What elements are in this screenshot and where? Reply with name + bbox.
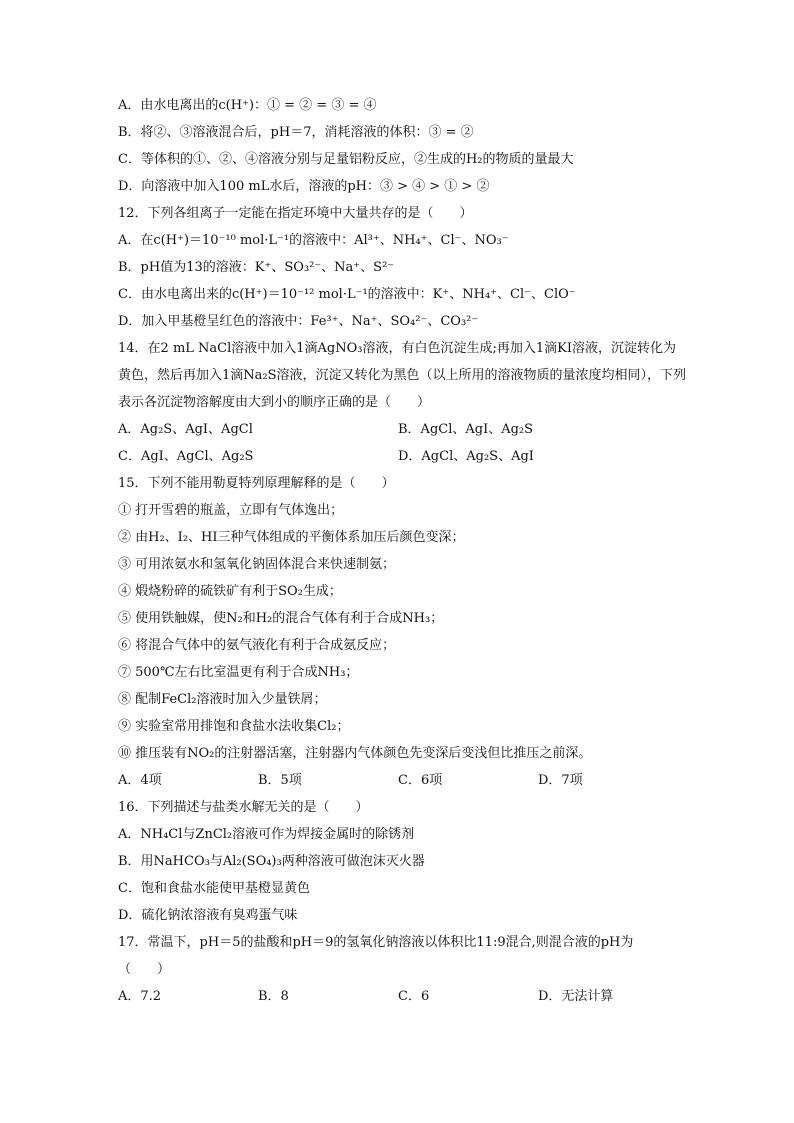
q14-stem: 14．在2 mL NaCl溶液中加入1滴AgNO₃溶液，有白色沉淀生成;再加入1滴KI溶液，沉淀转化为黄色，然后再加入1滴Na₂S溶液，沉淀又转化为黑色（以上所用的溶液物质的量浓度均相同），下列表示各沉淀物溶解度由大到小的顺序正确的是（ ） bbox=[118, 341, 687, 410]
q17-option-a: A．7.2 bbox=[118, 989, 162, 1004]
q15-option-a: A．4项 bbox=[118, 773, 162, 788]
q17-option-b: B．8 bbox=[258, 989, 289, 1004]
q12-option-a: A．在c(H⁺)＝10⁻¹⁰ mol·L⁻¹的溶液中：Al³⁺、NH₄⁺、Cl⁻、NO₃⁻ bbox=[118, 233, 509, 248]
q17-option-c: C．6 bbox=[398, 989, 430, 1004]
q14-option-a: A．Ag₂S、AgI、AgCl bbox=[118, 422, 253, 437]
q16-option-c: C．饱和食盐水能使甲基橙显黄色 bbox=[118, 881, 310, 896]
q15-item-8: ⑧ 配制FeCl₂溶液时加入少量铁屑； bbox=[118, 692, 327, 707]
q11-option-a: A．由水电离出的c(H⁺)：① = ② = ③ = ④ bbox=[118, 98, 377, 113]
q12-option-c: C．由水电离出来的c(H⁺)＝10⁻¹² mol·L⁻¹的溶液中：K⁺、NH₄⁺、Cl⁻、ClO⁻ bbox=[118, 287, 576, 302]
q14-option-d: D．AgCl、Ag₂S、AgI bbox=[398, 449, 534, 464]
q16-option-b: B．用NaHCO₃与Al₂(SO₄)₃两种溶液可做泡沫灭火器 bbox=[118, 854, 425, 869]
q15-item-5: ⑤ 使用铁触媒，使N₂和H₂的混合气体有利于合成NH₃； bbox=[118, 611, 444, 626]
q15-item-9: ⑨ 实验室常用排饱和食盐水法收集Cl₂； bbox=[118, 719, 350, 734]
q11-option-c: C．等体积的①、②、④溶液分别与足量铝粉反应，②生成的H₂的物质的量最大 bbox=[118, 152, 574, 167]
q14-options-row1 bbox=[118, 416, 688, 443]
q15-item-2: ② 由H₂、I₂、HI三种气体组成的平衡体系加压后颜色变深； bbox=[118, 530, 465, 545]
q16-option-a: A．NH₄Cl与ZnCl₂溶液可作为焊接金属时的除锈剂 bbox=[118, 827, 415, 842]
q15-item-6: ⑥ 将混合气体中的氨气液化有利于合成氨反应； bbox=[118, 638, 396, 653]
q12-option-d: D．加入甲基橙呈红色的溶液中：Fe³⁺、Na⁺、SO₄²⁻、CO₃²⁻ bbox=[118, 314, 479, 329]
q15-option-c: C．6项 bbox=[398, 773, 443, 788]
q15-item-10: ⑩ 推压装有NO₂的注射器活塞，注射器内气体颜色先变深后变浅但比推压之前深。 bbox=[118, 746, 592, 761]
q15-stem: 15．下列不能用勒夏特列原理解释的是（ ） bbox=[118, 476, 395, 491]
q11-option-b: B．将②、③溶液混合后，pH＝7，消耗溶液的体积：③ = ② bbox=[118, 125, 474, 140]
q15-item-1: ① 打开雪碧的瓶盖，立即有气体逸出； bbox=[118, 503, 344, 518]
q11-option-d: D．向溶液中加入100 mL水后，溶液的pH：③ > ④ > ① > ② bbox=[118, 179, 490, 194]
exam-page bbox=[118, 92, 688, 1010]
q14-options-row2 bbox=[118, 443, 688, 470]
q15-item-7: ⑦ 500℃左右比室温更有利于合成NH₃； bbox=[118, 665, 359, 680]
q15-item-3: ③ 可用浓氨水和氢氧化钠固体混合来快速制氨； bbox=[118, 557, 396, 572]
q17-stem-line1: 17．常温下，pH＝5的盐酸和pH＝9的氢氧化钠溶液以体积比11:9混合,则混合液的pH为 bbox=[118, 935, 634, 950]
q16-option-d: D．硫化钠浓溶液有臭鸡蛋气味 bbox=[118, 908, 298, 923]
q15-option-b: B．5项 bbox=[258, 773, 302, 788]
q14-option-b: B．AgCl、AgI、Ag₂S bbox=[398, 422, 534, 437]
q15-option-d: D．7项 bbox=[538, 773, 583, 788]
q12-option-b: B．pH值为13的溶液：K⁺、SO₃²⁻、Na⁺、S²⁻ bbox=[118, 260, 395, 275]
q15-item-4: ④ 煅烧粉碎的硫铁矿有利于SO₂生成； bbox=[118, 584, 342, 599]
q17-stem-line2: （ ） bbox=[118, 962, 171, 977]
q17-options-row bbox=[118, 983, 688, 1010]
q17-option-d: D．无法计算 bbox=[538, 989, 614, 1004]
q16-stem: 16．下列描述与盐类水解无关的是（ ） bbox=[118, 800, 369, 815]
q14-option-c: C．AgI、AgCl、Ag₂S bbox=[118, 449, 254, 464]
q12-stem: 12．下列各组离子一定能在指定环境中大量共存的是（ ） bbox=[118, 206, 473, 221]
q15-options-row bbox=[118, 767, 688, 794]
